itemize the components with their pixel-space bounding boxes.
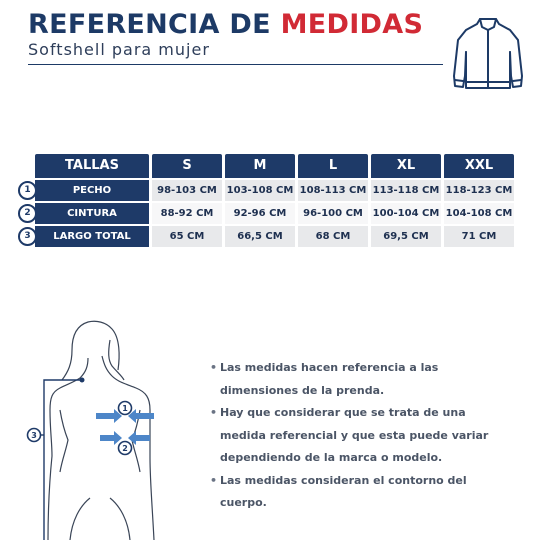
header (28, 10, 423, 59)
table-header-size: S (152, 154, 222, 178)
row-label-largo-total: LARGO TOTAL (35, 226, 149, 247)
page-subtitle: Softshell para mujer (28, 40, 210, 59)
table-cell: 100-104 CM (371, 203, 441, 224)
note-item (210, 357, 510, 402)
table-header-row (35, 154, 514, 175)
note-text: Las medidas hacen referencia a las dimensiones de la prenda. (220, 361, 439, 397)
table-row (35, 180, 514, 201)
row-number-badge: 2 (18, 204, 37, 223)
note-item (210, 402, 510, 470)
table-header-tallas: TALLAS (35, 154, 149, 178)
table-cell: 98-103 CM (152, 180, 222, 201)
note-text: Hay que considerar que se trata de una medida referencial y que esta puede variar dependiendo de la marca o modelo. (220, 406, 489, 464)
length-marker (38, 380, 82, 540)
row-number-badge: 1 (18, 181, 37, 200)
table-cell: 65 CM (152, 226, 222, 247)
note-item (210, 470, 510, 515)
table-cell: 71 CM (444, 226, 514, 247)
title-divider (28, 64, 443, 65)
note-bullet: • (210, 406, 218, 419)
row-label-cintura: CINTURA (35, 203, 149, 224)
title-part-2: MEDIDAS (280, 9, 424, 40)
table-cell: 113-118 CM (371, 180, 441, 201)
table-cell: 92-96 CM (225, 203, 295, 224)
title-part-1: REFERENCIA DE (28, 9, 271, 40)
row-number-badge: 3 (18, 227, 37, 246)
table-header-size: L (298, 154, 368, 178)
marker-1-label: 1 (122, 404, 128, 413)
page-title (28, 10, 423, 40)
row-label-pecho: PECHO (35, 180, 149, 201)
jacket-icon (452, 16, 524, 90)
table-cell: 118-123 CM (444, 180, 514, 201)
marker-3-label: 3 (31, 431, 37, 440)
woman-silhouette (48, 321, 154, 540)
table-row (35, 203, 514, 224)
table-cell: 104-108 CM (444, 203, 514, 224)
note-bullet: • (210, 361, 218, 374)
table-cell: 68 CM (298, 226, 368, 247)
table-header-size: M (225, 154, 295, 178)
table-cell: 69,5 CM (371, 226, 441, 247)
table-header-size: XL (371, 154, 441, 178)
notes-list (210, 357, 510, 515)
table-cell: 96-100 CM (298, 203, 368, 224)
table-header-size: XXL (444, 154, 514, 178)
note-bullet: • (210, 473, 218, 487)
table-cell: 108-113 CM (298, 180, 368, 201)
body-figure-diagram (0, 310, 200, 540)
table-row (35, 226, 514, 247)
note-text: Las medidas consideran el contorno del cuerpo. (220, 473, 467, 509)
table-cell: 88-92 CM (152, 203, 222, 224)
table-cell: 66,5 CM (225, 226, 295, 247)
table-cell: 103-108 CM (225, 180, 295, 201)
marker-dot (80, 378, 85, 383)
marker-2-label: 2 (122, 444, 128, 453)
